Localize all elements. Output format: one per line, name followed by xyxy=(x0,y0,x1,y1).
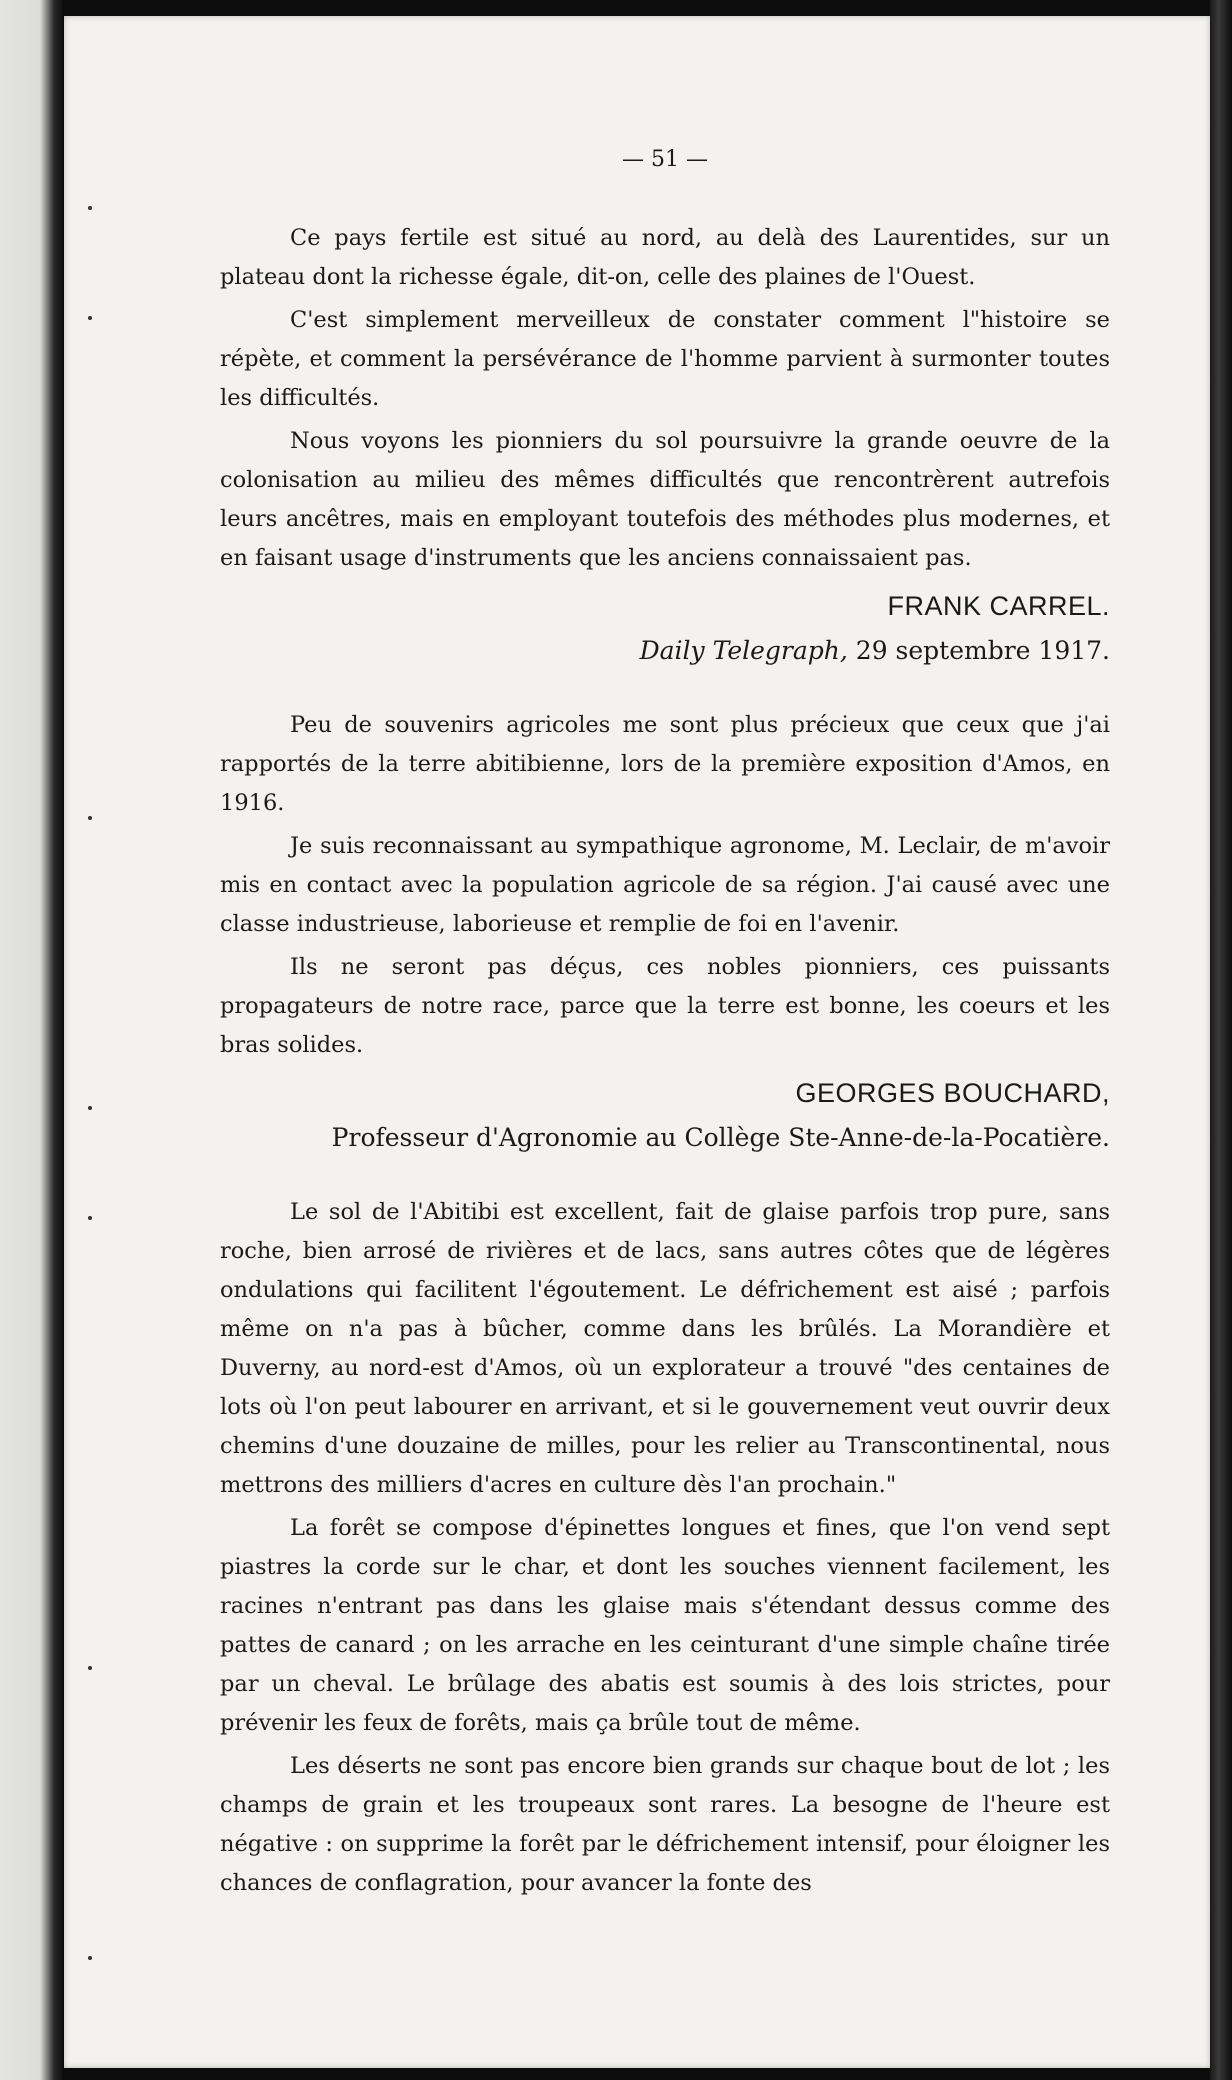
book-spine-edge xyxy=(0,0,62,2080)
binding-hole-mark xyxy=(88,316,92,320)
affiliation: Professeur d'Agronomie au Collège Ste-Anne-de-la-Pocatière. xyxy=(331,1123,1110,1152)
paragraph: Le sol de l'Abitibi est excellent, fait de glaise parfois trop pure, sans roche, bien arrosé de rivières et de lacs, sans autres côtes que de légères ondulations qui facilitent l'égoutement. Le défrichement est aisé ; parfois même on n'a pas à bûcher, comme dans les brûlés. La Morandière et Duverny, au nord-est d'Amos, où un explorateur a trouvé "des centaines de lots où l'on peut labourer en arrivant, et si le gouvernement veut ouvrir deux chemins d'une douzaine de milles, pour les relier au Transcontinental, nous mettrons des milliers d'acres en culture dès l'an prochain." xyxy=(220,1199,1110,1498)
paragraph: Les déserts ne sont pas encore bien grands sur chaque bout de lot ; les champs de grain et les troupeaux sont rares. La besogne de l'heure est négative : on supprime la forêt par le défrichement intensif, pour éloigner les chances de conflagration, pour avancer la fonte des xyxy=(220,1753,1110,1896)
binding-hole-mark xyxy=(88,1106,92,1110)
signature-georges-bouchard: GEORGES BOUCHARD, xyxy=(795,1078,1110,1108)
citation-source: Daily Telegraph, xyxy=(639,636,848,665)
page-edge-right xyxy=(1210,0,1232,2080)
paragraph: Nous voyons les pionniers du sol poursuivre la grande oeuvre de la colonisation au milieu des mêmes difficultés que rencontrèrent autrefois leurs ancêtres, mais en employant toutefois des méthodes plus modernes, et en faisant usage d'instruments que les anciens connaissaient pas. xyxy=(220,428,1110,571)
binding-hole-mark xyxy=(88,1666,92,1670)
paragraph: Ce pays fertile est situé au nord, au delà des Laurentides, sur un plateau dont la richesse égale, dit-on, celle des plaines de l'Ouest. xyxy=(220,225,1110,290)
paragraph: Je suis reconnaissant au sympathique agronome, M. Leclair, de m'avoir mis en contact avec la population agricole de sa région. J'ai causé avec une classe industrieuse, laborieuse et remplie de foi en l'avenir. xyxy=(220,833,1110,937)
paragraph: C'est simplement merveilleux de constater comment l"histoire se répète, et comment la persévérance de l'homme parvient à surmonter toutes les difficultés. xyxy=(220,307,1110,411)
page-number: — 51 — xyxy=(622,147,708,172)
binding-hole-mark xyxy=(88,816,92,820)
binding-hole-mark xyxy=(88,206,92,210)
signature-frank-carrel: FRANK CARREL. xyxy=(887,591,1110,621)
paragraph: La forêt se compose d'épinettes longues et fines, que l'on vend sept piastres la corde sur le char, et dont les souches viennent facilement, les racines n'entrant pas dans les glaise mais s'étendant dessus comme des pattes de canard ; on les arrache en les ceinturant d'une simple chaîne tirée par un cheval. Le brûlage des abatis est soumis à des lois strictes, pour prévenir les feux de forêts, mais ça brûle tout de même. xyxy=(220,1515,1110,1736)
citation-date: 29 septembre 1917. xyxy=(847,636,1110,665)
binding-hole-mark xyxy=(88,1956,92,1960)
citation xyxy=(220,630,1110,672)
page-text xyxy=(220,140,1110,1907)
section-gap xyxy=(220,1159,1110,1193)
paragraph: Peu de souvenirs agricoles me sont plus précieux que ceux que j'ai rapportés de la terre abitibienne, lors de la première exposition d'Amos, en 1916. xyxy=(220,712,1110,816)
binding-hole-mark xyxy=(88,1216,92,1220)
section-gap xyxy=(220,672,1110,706)
paragraph: Ils ne seront pas déçus, ces nobles pionniers, ces puissants propagateurs de notre race, parce que la terre est bonne, les coeurs et les bras solides. xyxy=(220,954,1110,1058)
